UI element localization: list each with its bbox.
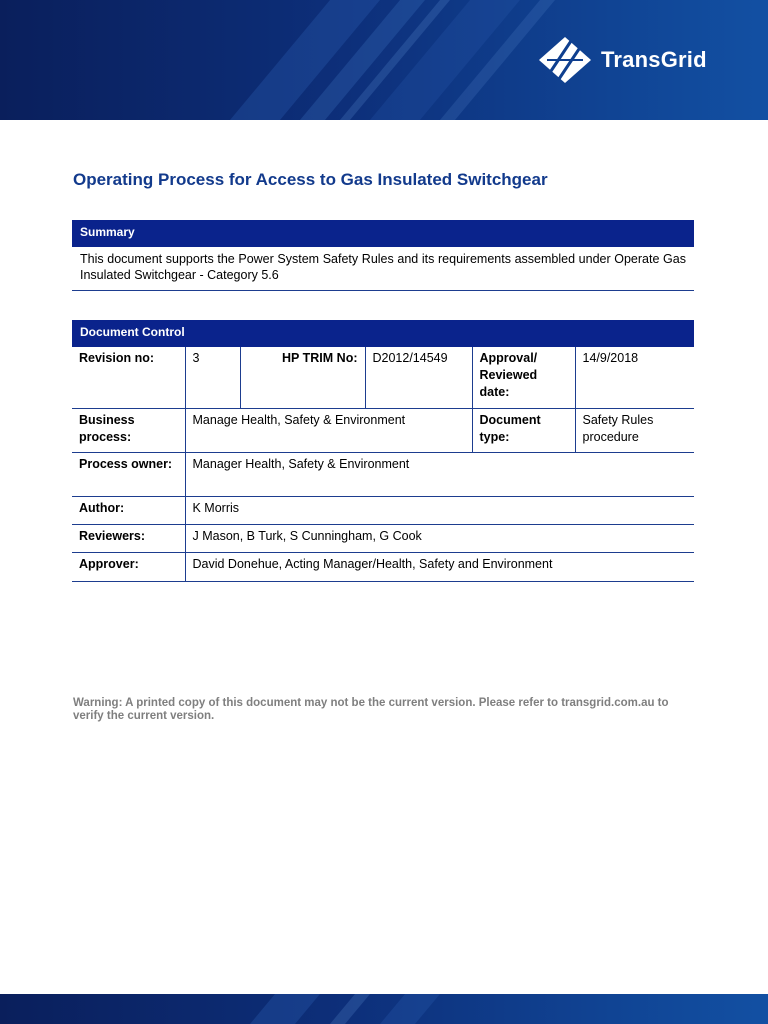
revision-value: 3	[185, 347, 240, 408]
document-control-heading: Document Control	[72, 320, 694, 347]
logo-wordmark: TransGrid	[601, 47, 707, 72]
revision-label: Revision no:	[72, 347, 185, 408]
author-value: K Morris	[185, 496, 694, 524]
summary-text: This document supports the Power System Safety Rules and its requirements assembled under Operate Gas Insulated Switchgear - Category 5.6	[72, 247, 694, 291]
table-row	[72, 524, 694, 552]
approver-label: Approver:	[72, 552, 185, 581]
approval-value: 14/9/2018	[575, 347, 694, 408]
business-process-value: Manage Health, Safety & Environment	[185, 408, 472, 452]
document-control-table	[72, 347, 694, 582]
table-row	[72, 496, 694, 524]
document-control-section	[72, 320, 694, 582]
table-row	[72, 452, 694, 496]
summary-section	[72, 220, 694, 291]
trim-value: D2012/14549	[365, 347, 472, 408]
reviewers-label: Reviewers:	[72, 524, 185, 552]
approval-label: Approval/ Reviewed date:	[472, 347, 575, 408]
trim-label: HP TRIM No:	[240, 347, 365, 408]
transgrid-logo	[537, 35, 707, 85]
footer-banner	[0, 994, 768, 1024]
footer-background	[0, 994, 768, 1024]
table-row	[72, 552, 694, 581]
transgrid-logo-icon	[537, 35, 593, 85]
document-title: Operating Process for Access to Gas Insulated Switchgear	[73, 170, 548, 189]
process-owner-label: Process owner:	[72, 452, 185, 496]
table-row	[72, 408, 694, 452]
process-owner-value: Manager Health, Safety & Environment	[185, 452, 694, 496]
table-row	[72, 347, 694, 408]
reviewers-value: J Mason, B Turk, S Cunningham, G Cook	[185, 524, 694, 552]
business-process-label: Business process:	[72, 408, 185, 452]
document-type-label: Document type:	[472, 408, 575, 452]
summary-heading: Summary	[72, 220, 694, 247]
document-type-value: Safety Rules procedure	[575, 408, 694, 452]
approver-value: David Donehue, Acting Manager/Health, Safety and Environment	[185, 552, 694, 581]
printed-copy-warning: Warning: A printed copy of this document may not be the current version. Please refer to transgrid.com.au to verify the current version.	[73, 697, 669, 722]
header-banner	[0, 0, 768, 120]
author-label: Author:	[72, 496, 185, 524]
